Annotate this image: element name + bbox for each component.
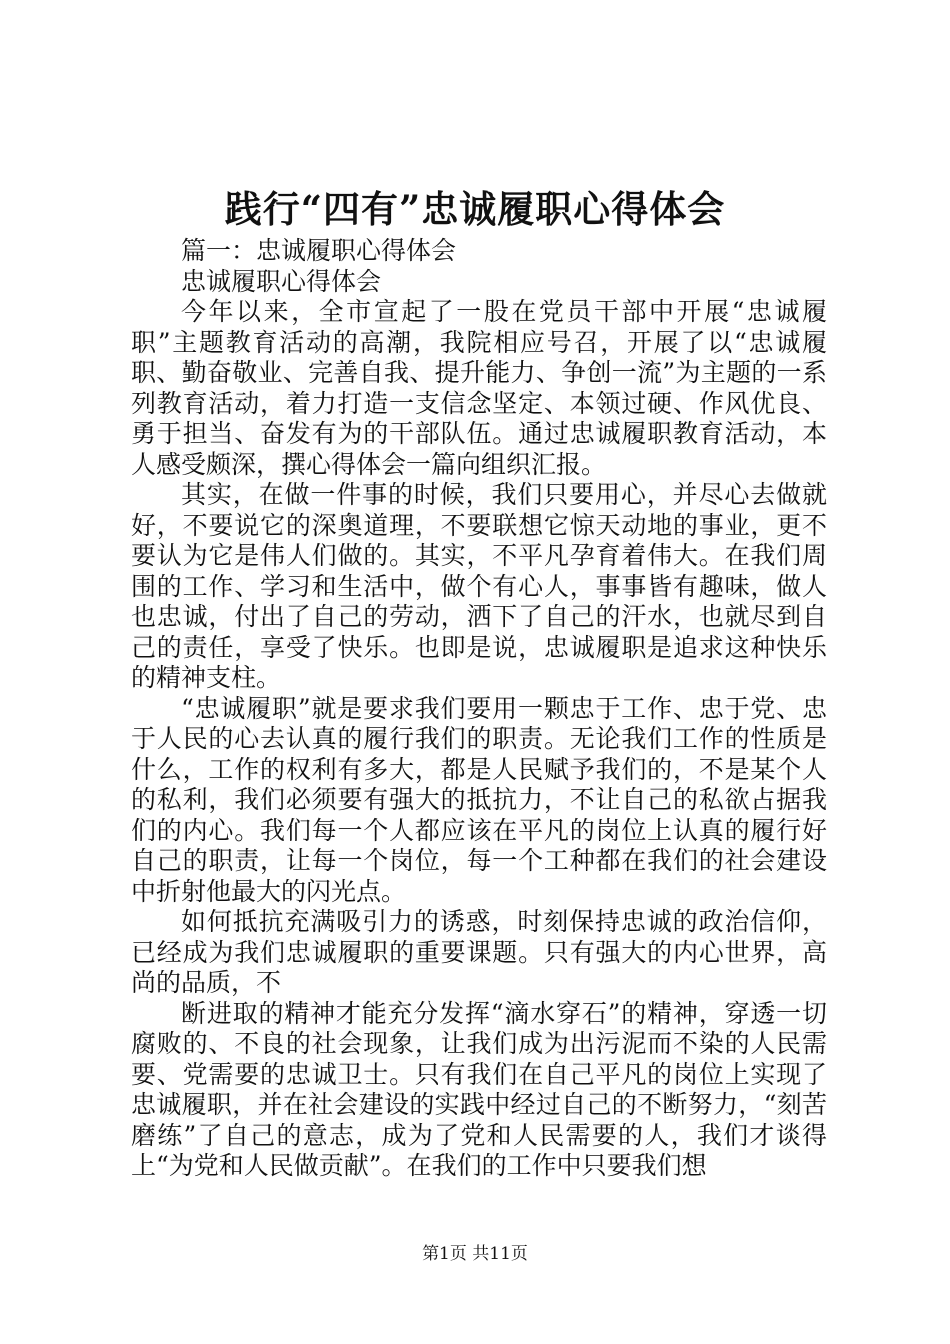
subheading: 忠诚履职心得体会 (181, 266, 382, 296)
paragraph: 今年以来，全市宣起了一股在党员干部中开展“忠诚履职”主题教育活动的高潮，我院相应号召，开展了以“忠诚履职、勤奋敬业、完善自我、提升能力、争创一流”为主题的一系列教育活动，着力打造一支信念坚定、本领过硬、作风优良、勇于担当、奋发有为的干部队伍。通过忠诚履职教育活动，本人感受颇深，撰心得体会一篇向组织汇报。 (131, 297, 827, 479)
paragraph: 其实，在做一件事的时候，我们只要用心，并尽心去做就好，不要说它的深奥道理，不要联想它惊天动地的事业，更不要认为它是伟人们做的。其实，不平凡孕育着伟大。在我们周围的工作、学习和生活中，做个有心人，事事皆有趣味，做人也忠诚，付出了自己的劳动，洒下了自己的汗水，也就尽到自己的责任，享受了快乐。也即是说，忠诚履职是追求这种快乐的精神支柱。 (131, 480, 827, 692)
paragraph: 断进取的精神才能充分发挥“滴水穿石”的精神，穿透一切腐败的、不良的社会现象，让我们成为出污泥而不染的人民需要、党需要的忠诚卫士。只有我们在自己平凡的岗位上实现了忠诚履职，并在社会建设的实践中经过自己的不断努力，“刻苦磨练”了自己的意志，成为了党和人民需要的人，我们才谈得上“为党和人民做贡献”。在我们的工作中只要我们想 (131, 998, 827, 1180)
section-heading: 篇一：忠诚履职心得体会 (181, 236, 457, 265)
paragraph: “忠诚履职”就是要求我们要用一颗忠于工作、忠于党、忠于人民的心去认真的履行我们的职责。无论我们工作的性质是什么，工作的权利有多大，都是人民赋予我们的，不是某个人的私利，我们必须要有强大的抵抗力，不让自己的私欲占据我们的内心。我们每一个人都应该在平凡的岗位上认真的履行好自己的职责，让每一个岗位，每一个工种都在我们的社会建设中折射他最大的闪光点。 (131, 693, 827, 906)
document-body (131, 236, 827, 1182)
paragraph: 如何抵抗充满吸引力的诱惑，时刻保持忠诚的政治信仰，已经成为我们忠诚履职的重要课题。只有强大的内心世界，高尚的品质，不 (131, 907, 827, 997)
document-title: 践行“四有”忠诚履职心得体会 (224, 187, 726, 231)
page-number-footer: 第1页 共11页 (422, 1244, 528, 1264)
